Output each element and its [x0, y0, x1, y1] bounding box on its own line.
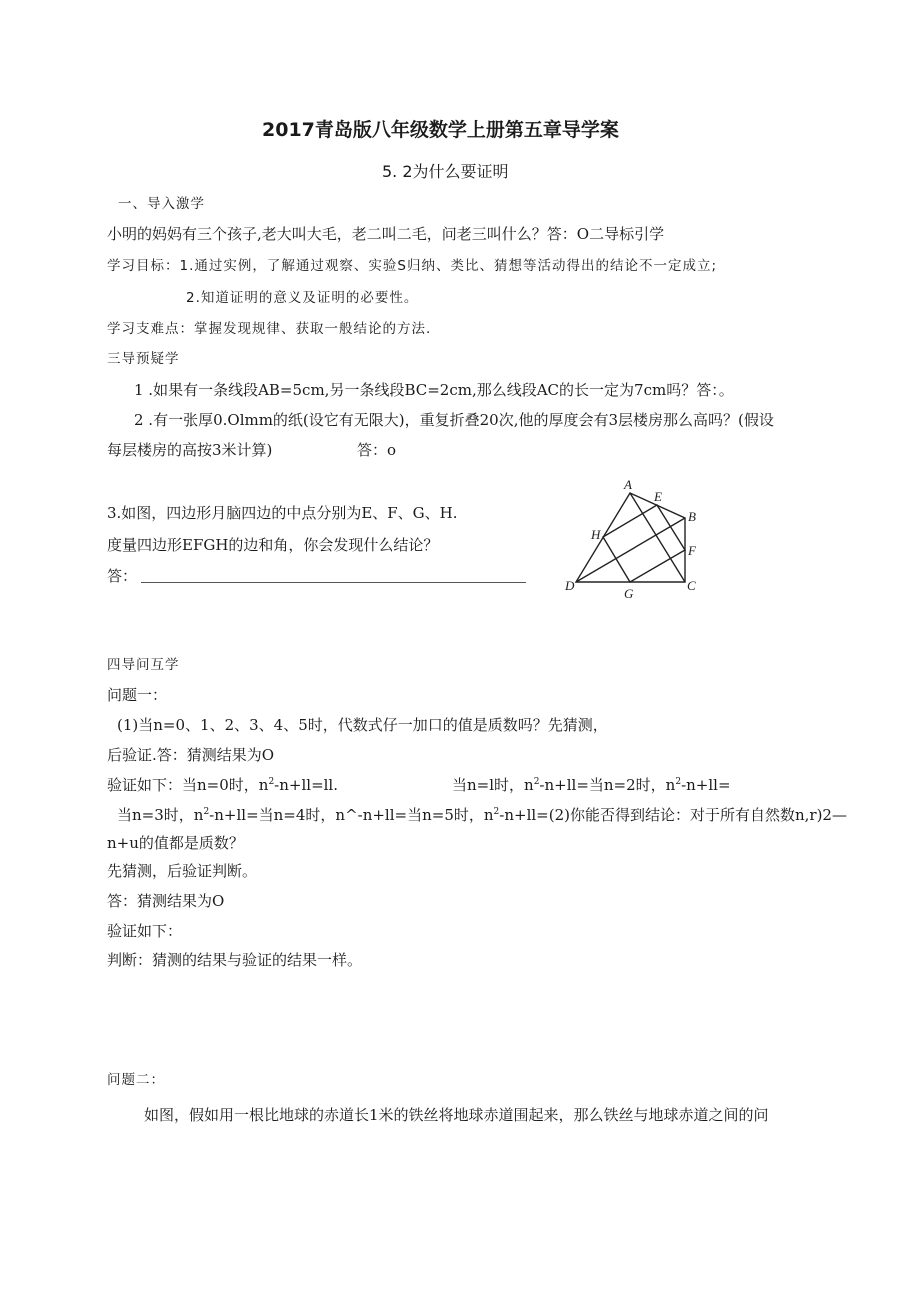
label-c: C [687, 578, 696, 593]
section-heading-interactive: 四导问互学 [107, 657, 180, 673]
answer-blank-line [141, 582, 526, 583]
section-heading-intro: 一、导入激学 [118, 196, 205, 212]
learning-goal-1: 学习目标：1.通过实例，了解通过观察、实验S归纳、类比、猜想等活动得出的结论不一定成立; [107, 258, 717, 274]
problem-1-instruction: 先猜测，后验证判断。 [107, 862, 258, 880]
label-d: D [565, 578, 575, 593]
problem-2-text: 如图，假如用一根比地球的赤道长1米的铁丝将地球赤道围起来，那么铁丝与地球赤道之间的问 [144, 1106, 769, 1124]
problem-1-guess: 后验证.答：猜测结果为O [107, 746, 275, 764]
verification-line-1a: 验证如下：当n=0时，$n^2-n+ll=ll$. [107, 776, 338, 794]
label-f: F [688, 543, 696, 558]
verification-line-2: 当n=3时，$n^2-n+ll=$当n=4时，n^-n+ll=当n=5时，$n^2-n+ll=(2)$你能否得到结论：对于所有自然数n,r)2— [117, 806, 847, 824]
problem-1-question-2: n+u的值都是质数？ [107, 834, 244, 852]
section-heading-preview: 三导预疑学 [107, 351, 180, 367]
label-b: B [688, 509, 696, 524]
problem-2-title: 问题二： [107, 1072, 165, 1088]
question-2-answer: 答：o [357, 441, 397, 459]
doc-subtitle: 5. 2为什么要证明 [382, 162, 509, 181]
question-3-line-2: 度量四边形EFGH的边和角，你会发现什么结论？ [107, 536, 439, 554]
problem-1-judgement: 判断：猜测的结果与验证的结果一样。 [107, 951, 363, 969]
question-2-line-2: 每层楼房的高按3米计算) [107, 441, 273, 459]
label-e: E [654, 489, 662, 504]
question-3-answer-label: 答： [107, 567, 138, 585]
label-a: A [624, 477, 632, 492]
learning-difficulty: 学习支难点：掌握发现规律、获取一般结论的方法. [107, 321, 432, 337]
question-2-line-1: 2 .有一张厚0.Olmm的纸(设它有无限大)，重复折叠20次,他的厚度会有3层楼房那么高吗？(假设 [134, 411, 774, 429]
problem-1-verify: 验证如下： [107, 922, 183, 940]
label-g: G [624, 586, 634, 601]
riddle-text: 小明的妈妈有三个孩子,老大叫大毛，老二叫二毛，问老三叫什么？答：O二导标引学 [107, 225, 665, 243]
quadrilateral-figure [560, 475, 710, 605]
question-3-line-1: 3.如图，四边形月脑四边的中点分别为E、F、G、H. [107, 504, 458, 522]
problem-1-title: 问题一： [107, 686, 168, 704]
problem-1-part-1: (1)当n=0、1、2、3、4、5时，代数式仔一加口的值是质数吗？先猜测， [117, 716, 608, 734]
label-h: H [591, 527, 601, 542]
doc-title: 2017青岛版八年级数学上册第五章导学案 [262, 119, 619, 141]
learning-goal-2: 2.知道证明的意义及证明的必要性。 [186, 290, 419, 306]
verification-line-1b: 当n=l时，$n^2-n+ll=$当n=2时，$n^2-n+ll=$ [452, 776, 731, 794]
question-1: 1 .如果有一条线段AB=5cm,另一条线段BC=2cm,那么线段AC的长一定为7cm吗？答：。 [134, 381, 734, 399]
problem-1-answer: 答：猜测结果为O [107, 892, 225, 910]
